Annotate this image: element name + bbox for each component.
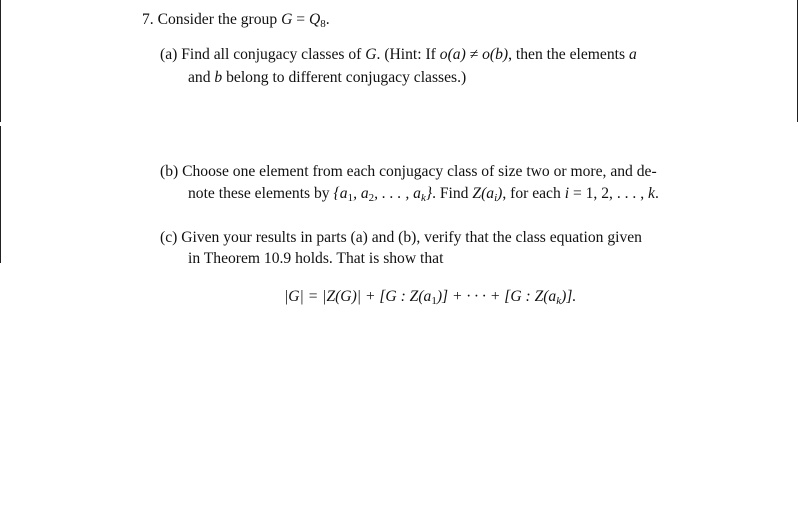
- index-var: i: [564, 185, 570, 202]
- part-a-then: , then the elements: [508, 46, 626, 63]
- group-symbol: G: [281, 11, 293, 28]
- left-border-top: [0, 0, 1, 122]
- problem-heading: [142, 11, 330, 33]
- part-a-hint: . (Hint: If: [376, 46, 436, 63]
- part-b-for-each: , for each: [502, 185, 561, 202]
- part-b-label: (b): [160, 163, 179, 180]
- part-c-line-1: [160, 229, 642, 247]
- k-var: k: [648, 185, 655, 202]
- class-equation: |G| = |Z(G)| + [G : Z(a1)] + · · · + [G : $Z(a_k)$].: [284, 288, 577, 307]
- part-a-var-b: b: [214, 69, 223, 86]
- part-a-line-2: [188, 69, 466, 87]
- equals-sign: =: [296, 11, 306, 28]
- part-b-text-1: Choose one element from each conjugacy class of size two or more, and de-: [182, 163, 657, 180]
- group-subscript: 8: [320, 18, 326, 30]
- intro-period: .: [325, 11, 330, 28]
- part-a-label: (a): [160, 46, 178, 63]
- problem-number: 7.: [142, 11, 154, 28]
- part-c-text-2: in Theorem 10.9 holds. That is show that: [188, 250, 444, 267]
- part-a-condition: o(a) ≠ o(b): [439, 46, 509, 63]
- part-b-text-2: note these elements by: [188, 185, 330, 202]
- part-b-line-2: [188, 185, 659, 207]
- part-a-and: and: [188, 69, 211, 86]
- left-border-middle: [0, 126, 1, 263]
- problem-intro: Consider the group: [157, 11, 278, 28]
- part-c-label: (c): [160, 229, 178, 246]
- part-c-line-2: [188, 250, 443, 268]
- part-b-find: . Find: [432, 185, 469, 202]
- part-a-text: Find all conjugacy classes of: [181, 46, 362, 63]
- element-set: {a1, a2, . . . , $a_k$}: [333, 185, 433, 204]
- part-c-text-1: Given your results in parts (a) and (b), verify that the class equation given: [181, 229, 642, 246]
- part-b-end: .: [654, 185, 659, 202]
- part-a-rest: belong to different conjugacy classes.): [226, 69, 467, 86]
- part-a-symbol: G: [365, 46, 377, 63]
- centralizer-expr: $Z(a_i)$: [472, 185, 503, 204]
- group-value: Q: [308, 11, 321, 28]
- part-a-line-1: [160, 46, 637, 64]
- index-range: = 1, 2, . . . ,: [572, 185, 645, 202]
- part-a-var-a: a: [628, 46, 637, 63]
- part-b-line-1: [160, 163, 657, 181]
